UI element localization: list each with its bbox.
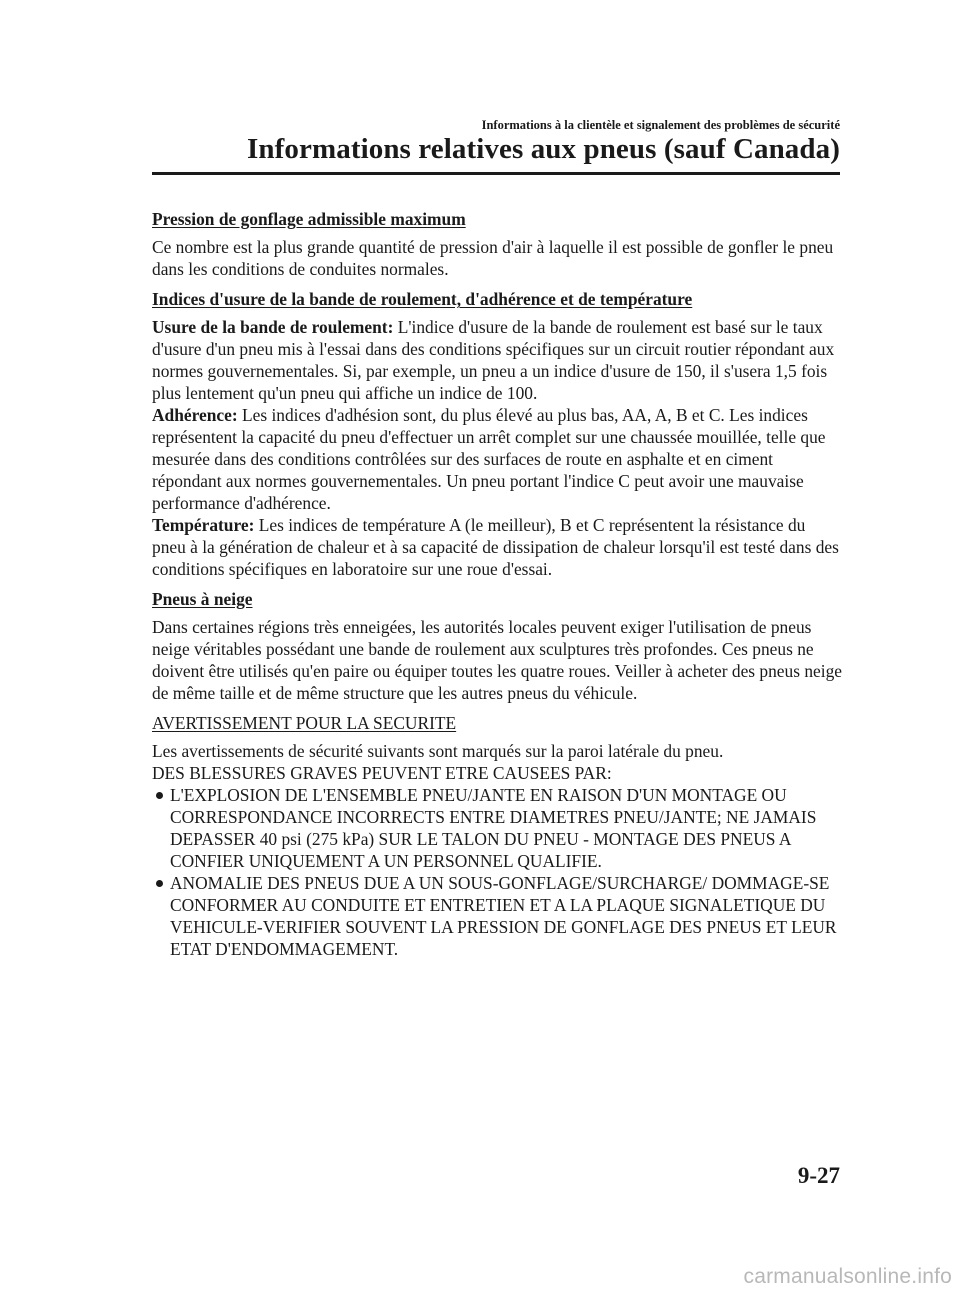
paragraph-traction [152,404,842,514]
section-title-snow: Pneus à neige [152,589,253,609]
watermark: carmanualsonline.info [743,1265,952,1288]
text-tread-wear: L'indice d'usure de la bande de roulement est basé sur le taux d'usure d'un pneu mis à l'essai dans des conditions spécifiques sur un circuit routier répondant aux normes gouvernementales. Si, par exemple, un pneu a un indice d'usure de 150, il s'usera 1,5 fois plus lentement qu'un pneu qui affiche un indice de 100. [152,317,835,403]
page-number: 9-27 [797,1163,840,1188]
bullet-icon [156,880,163,887]
warning-list [152,784,842,960]
list-item-text: L'EXPLOSION DE L'ENSEMBLE PNEU/JANTE EN RAISON D'UN MONTAGE OU CORRESPONDANCE INCORRECTS ENTRE DIAMETRES PNEU/JANTE; NE JAMAIS DEPASSER 40 psi (275 kPa) SUR LE TALON DU PNEU - MONTAGE DES PNEUS A CONFIER UNIQUEMENT A UN PERSONNEL QUALIFIE. [170,785,817,871]
paragraph-warning-caps: DES BLESSURES GRAVES PEUVENT ETRE CAUSEES PAR: [152,763,612,783]
paragraph-tread-wear [152,316,842,404]
text-traction: Les indices d'adhésion sont, du plus élevé au plus bas, AA, A, B et C. Les indices représentent la capacité du pneu d'effectuer un arrêt complet sur une chaussée mouillée, telle que mesurée dans des conditions contrôlées sur des surfaces de route en asphalte et en ciment répondant aux normes gouvernementales. Un pneu portant l'indice C peut avoir une mauvaise performance d'adhérence. [152,405,826,513]
section-title-warning: AVERTISSEMENT POUR LA SECURITE [152,713,457,733]
list-item [152,784,842,872]
label-tread-wear: Usure de la bande de roulement: [152,317,394,337]
list-item [152,872,842,960]
paragraph-warning-intro: Les avertissements de sécurité suivants sont marqués sur la paroi latérale du pneu. [152,741,724,761]
running-header: Informations à la clientèle et signalement des problèmes de sécurité [481,118,840,132]
bullet-icon [156,792,163,799]
paragraph-pressure: Ce nombre est la plus grande quantité de pression d'air à laquelle il est possible de gonfler le pneu dans les conditions de conduites normales. [152,237,834,279]
text-temperature: Les indices de température A (le meilleur), B et C représentent la résistance du pneu à la génération de chaleur et à sa capacité de dissipation de chaleur lorsqu'il est testé dans des conditions spécifiques en laboratoire sur une roue d'essai. [152,515,839,579]
paragraph-temperature [152,514,842,580]
page-title: Informations relatives aux pneus (sauf Canada) [247,133,840,165]
section-title-pressure: Pression de gonflage admissible maximum [152,209,466,229]
header-divider [152,172,840,175]
paragraph-snow: Dans certaines régions très enneigées, les autorités locales peuvent exiger l'utilisation de pneus neige véritables possédant une bande de roulement aux sculptures très profondes. Ces pneus ne doivent être utilisés qu'en paire ou équiper toutes les quatre roues. Veiller à acheter des pneus neige de même taille et de même structure que les autres pneus du véhicule. [152,617,842,703]
label-traction: Adhérence: [152,405,238,425]
page-body [152,208,842,960]
label-temperature: Température: [152,515,255,535]
list-item-text: ANOMALIE DES PNEUS DUE A UN SOUS-GONFLAGE/SURCHARGE/ DOMMAGE-SE CONFORMER AU CONDUITE ET ENTRETIEN ET A LA PLAQUE SIGNALETIQUE DU VEHICULE-VERIFIER SOUVENT LA PRESSION DE GONFLAGE DES PNEUS ET LEUR ETAT D'ENDOMMAGEMENT. [170,873,837,959]
section-title-indices: Indices d'usure de la bande de roulement, d'adhérence et de température [152,289,693,309]
